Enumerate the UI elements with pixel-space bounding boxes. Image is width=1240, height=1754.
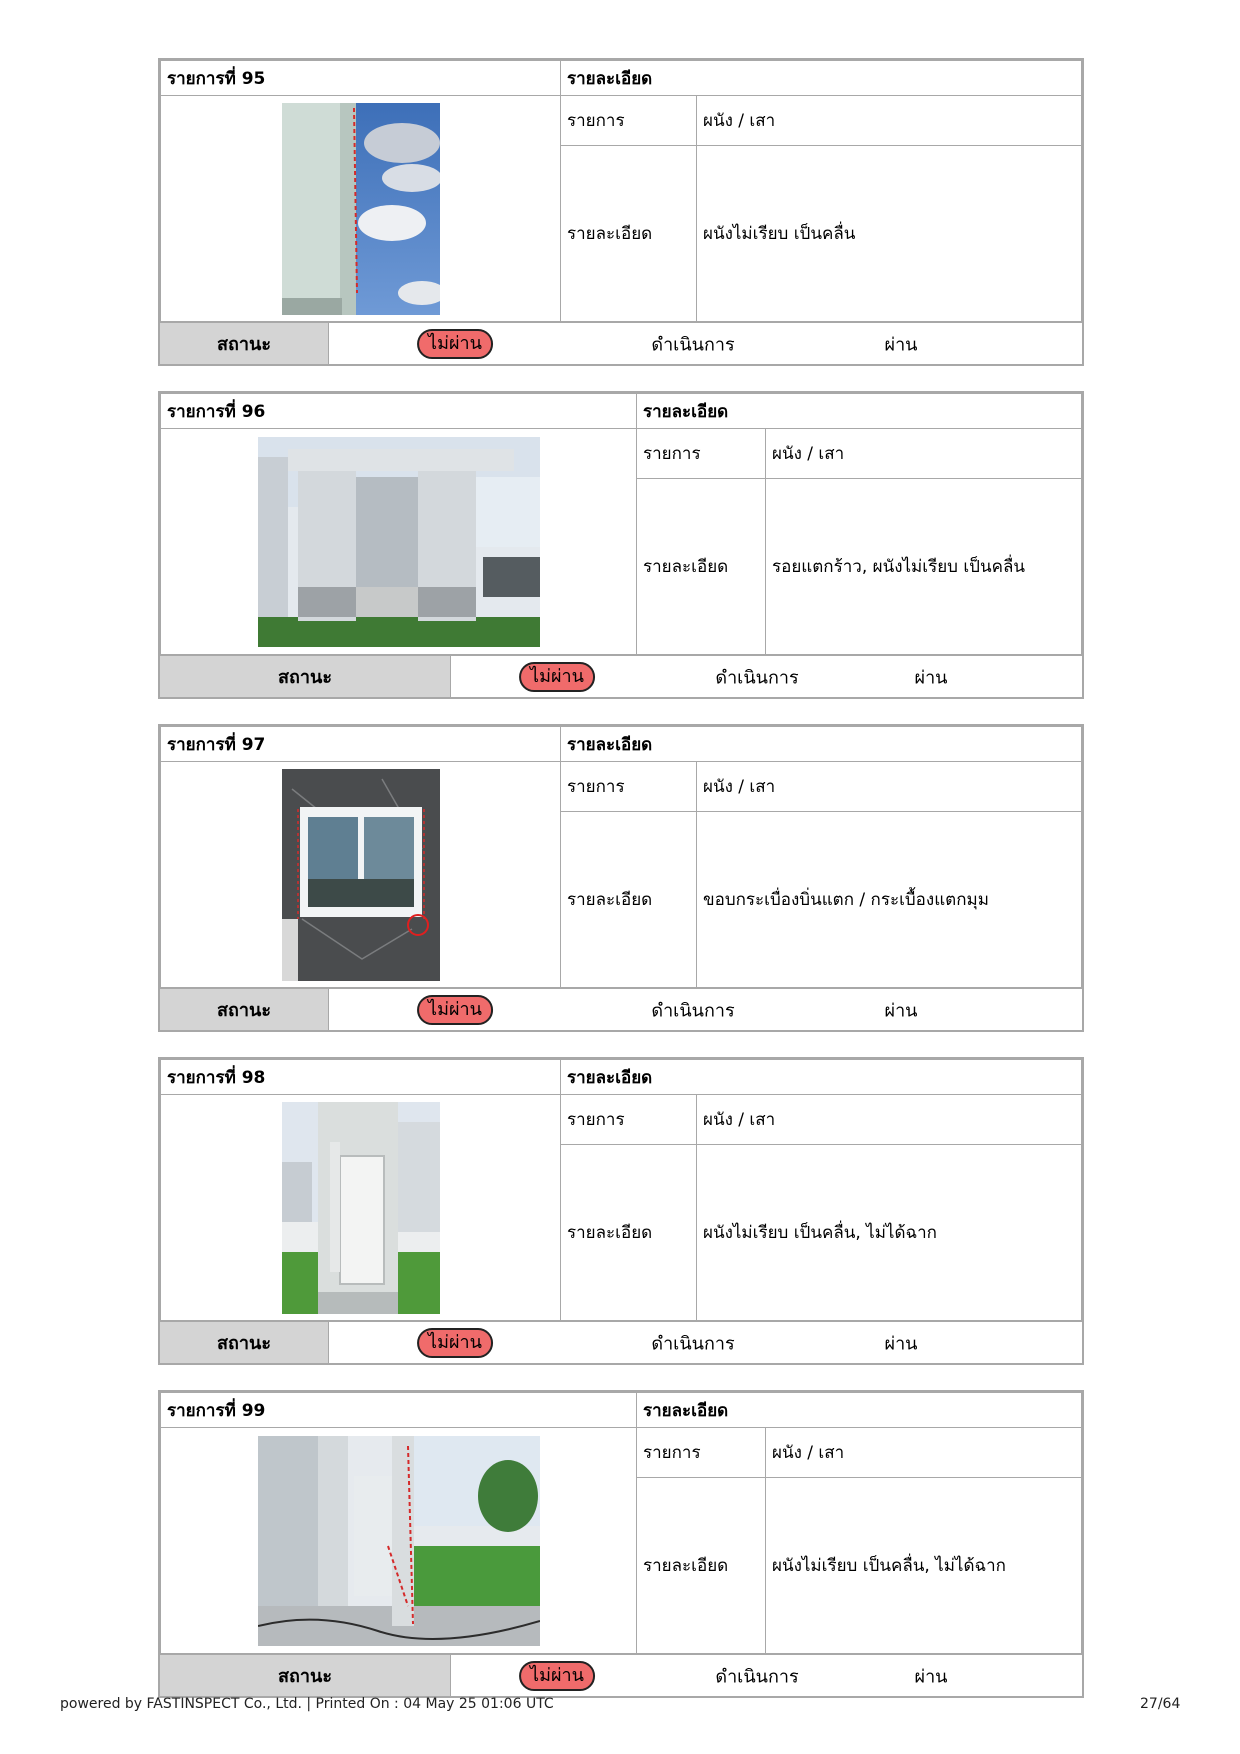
- detail-value: ผนังไม่เรียบ เป็นคลื่น: [697, 146, 1082, 322]
- record-photo-cell: [161, 96, 561, 322]
- status-label: สถานะ: [160, 323, 329, 364]
- detail-header: รายละเอียด: [561, 1060, 1082, 1095]
- detail-value: ขอบกระเบื่องบิ่นแตก / กระเบื้องแตกมุม: [697, 812, 1082, 988]
- inspection-record-98: [158, 1057, 1084, 1365]
- status-options: [329, 989, 1082, 1030]
- detail-label: รายละเอียด: [637, 479, 766, 655]
- item-label: รายการ: [561, 762, 697, 812]
- inspection-photo[interactable]: [258, 1436, 540, 1646]
- status-row: [160, 1654, 1082, 1696]
- inspection-photo[interactable]: [282, 1102, 440, 1314]
- record-photo-cell: [161, 429, 637, 655]
- status-option-in-progress[interactable]: ดำเนินการ: [651, 1333, 735, 1354]
- inspection-record-95: [158, 58, 1084, 366]
- record-title: รายการที่ 98: [161, 1060, 561, 1095]
- item-value: ผนัง / เสา: [697, 1095, 1082, 1145]
- status-option-fail[interactable]: ไม่ผ่าน: [417, 1328, 493, 1358]
- item-value: ผนัง / เสา: [766, 1428, 1082, 1478]
- record-title: รายการที่ 95: [161, 61, 561, 96]
- status-label: สถานะ: [160, 989, 329, 1030]
- status-label: สถานะ: [160, 656, 451, 697]
- status-options: [329, 323, 1082, 364]
- page-number: 27/64: [1140, 1696, 1181, 1712]
- status-option-pass[interactable]: ผ่าน: [914, 1666, 948, 1687]
- status-option-fail[interactable]: ไม่ผ่าน: [519, 1661, 595, 1691]
- item-value: ผนัง / เสา: [766, 429, 1082, 479]
- item-label: รายการ: [561, 1095, 697, 1145]
- status-option-pass[interactable]: ผ่าน: [884, 1333, 918, 1354]
- item-value: ผนัง / เสา: [697, 762, 1082, 812]
- detail-header: รายละเอียด: [561, 727, 1082, 762]
- detail-label: รายละเอียด: [561, 1145, 697, 1321]
- inspection-record-99: [158, 1390, 1084, 1698]
- item-label: รายการ: [637, 1428, 766, 1478]
- record-photo-cell: [161, 1428, 637, 1654]
- status-row: [160, 655, 1082, 697]
- record-photo-cell: [161, 762, 561, 988]
- status-options: [451, 1655, 1082, 1696]
- record-photo-cell: [161, 1095, 561, 1321]
- detail-label: รายละเอียด: [637, 1478, 766, 1654]
- detail-label: รายละเอียด: [561, 812, 697, 988]
- status-row: [160, 988, 1082, 1030]
- inspection-record-96: [158, 391, 1084, 699]
- detail-value: ผนังไม่เรียบ เป็นคลื่น, ไม่ได้ฉาก: [766, 1478, 1082, 1654]
- status-label: สถานะ: [160, 1655, 451, 1696]
- detail-value: ผนังไม่เรียบ เป็นคลื่น, ไม่ได้ฉาก: [697, 1145, 1082, 1321]
- status-option-fail[interactable]: ไม่ผ่าน: [417, 995, 493, 1025]
- detail-header: รายละเอียด: [561, 61, 1082, 96]
- record-title: รายการที่ 97: [161, 727, 561, 762]
- inspection-photo[interactable]: [282, 103, 440, 315]
- footer-credit: powered by FASTINSPECT Co., Ltd. | Printed On : 04 May 25 01:06 UTC: [60, 1696, 554, 1712]
- status-option-in-progress[interactable]: ดำเนินการ: [715, 1666, 799, 1687]
- status-option-in-progress[interactable]: ดำเนินการ: [651, 334, 735, 355]
- record-title: รายการที่ 96: [161, 394, 637, 429]
- status-option-pass[interactable]: ผ่าน: [914, 667, 948, 688]
- status-option-pass[interactable]: ผ่าน: [884, 1000, 918, 1021]
- status-option-fail[interactable]: ไม่ผ่าน: [417, 329, 493, 359]
- status-option-fail[interactable]: ไม่ผ่าน: [519, 662, 595, 692]
- inspection-photo[interactable]: [258, 437, 540, 647]
- detail-label: รายละเอียด: [561, 146, 697, 322]
- status-option-in-progress[interactable]: ดำเนินการ: [651, 1000, 735, 1021]
- detail-header: รายละเอียด: [637, 394, 1082, 429]
- status-options: [451, 656, 1082, 697]
- status-option-pass[interactable]: ผ่าน: [884, 334, 918, 355]
- detail-header: รายละเอียด: [637, 1393, 1082, 1428]
- inspection-record-97: [158, 724, 1084, 1032]
- record-title: รายการที่ 99: [161, 1393, 637, 1428]
- inspection-photo[interactable]: [282, 769, 440, 981]
- item-label: รายการ: [561, 96, 697, 146]
- detail-value: รอยแตกร้าว, ผนังไม่เรียบ เป็นคลื่น: [766, 479, 1082, 655]
- status-option-in-progress[interactable]: ดำเนินการ: [715, 667, 799, 688]
- item-label: รายการ: [637, 429, 766, 479]
- status-label: สถานะ: [160, 1322, 329, 1363]
- status-row: [160, 1321, 1082, 1363]
- item-value: ผนัง / เสา: [697, 96, 1082, 146]
- status-row: [160, 322, 1082, 364]
- status-options: [329, 1322, 1082, 1363]
